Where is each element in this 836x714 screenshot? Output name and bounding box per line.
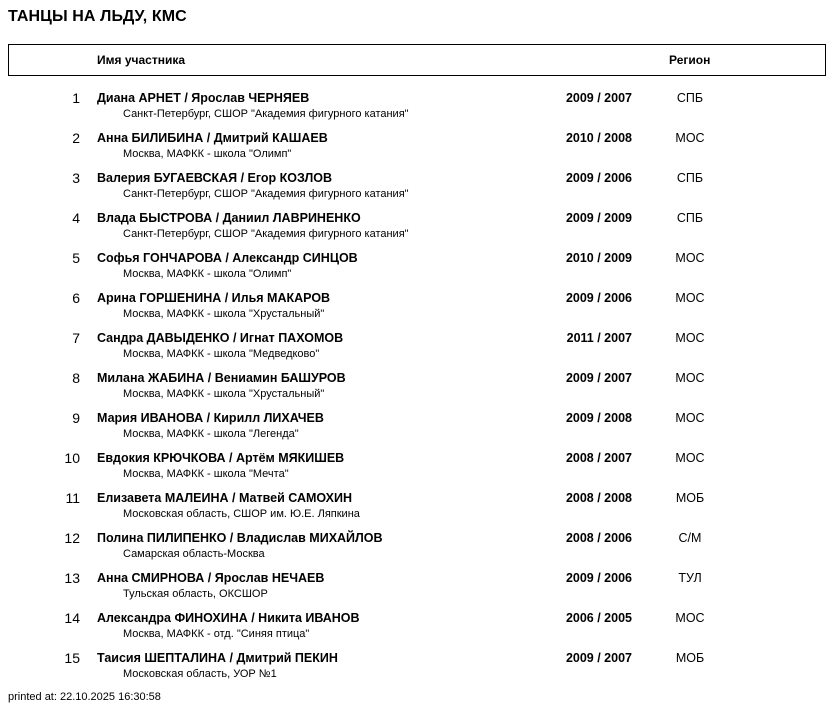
club-name: Московская область, УОР №1 <box>123 668 277 680</box>
birth-years: 2008 / 2006 <box>565 531 632 545</box>
table-row <box>0 448 836 488</box>
row-number: 15 <box>64 650 80 666</box>
pair-names: Александра ФИНОХИНА / Никита ИВАНОВ <box>97 611 360 625</box>
row-number: 9 <box>72 410 80 426</box>
club-name: Московская область, СШОР им. Ю.Е. Ляпкина <box>123 508 360 520</box>
club-name: Тульская область, ОКСШОР <box>123 588 268 600</box>
birth-years: 2009 / 2006 <box>565 171 632 185</box>
club-name: Санкт-Петербург, СШОР "Академия фигурного катания" <box>123 108 409 120</box>
region-code: СПБ <box>676 171 704 185</box>
birth-years: 2009 / 2006 <box>565 571 632 585</box>
row-number: 1 <box>72 90 80 106</box>
row-number: 4 <box>72 210 80 226</box>
club-name: Москва, МАФКК - школа "Мечта" <box>123 468 289 480</box>
table-header <box>8 44 826 76</box>
club-name: Москва, МАФКК - школа "Хрустальный" <box>123 388 325 400</box>
club-name: Москва, МАФКК - школа "Хрустальный" <box>123 308 325 320</box>
table-row <box>0 568 836 608</box>
club-name: Москва, МАФКК - школа "Легенда" <box>123 428 299 440</box>
birth-years: 2009 / 2009 <box>565 211 632 225</box>
club-name: Самарская область-Москва <box>123 548 265 560</box>
row-number: 3 <box>72 170 80 186</box>
pair-names: Полина ПИЛИПЕНКО / Владислав МИХАЙЛОВ <box>97 531 383 545</box>
pair-names: Влада БЫСТРОВА / Даниил ЛАВРИНЕНКО <box>97 211 361 225</box>
table-row <box>0 248 836 288</box>
row-number: 14 <box>64 610 80 626</box>
region-code: СПБ <box>676 91 704 105</box>
pair-names: Евдокия КРЮЧКОВА / Артём МЯКИШЕВ <box>97 451 345 465</box>
birth-years: 2008 / 2007 <box>565 451 632 465</box>
birth-years: 2009 / 2007 <box>565 371 632 385</box>
region-code: С/М <box>678 531 702 545</box>
region-code: ТУЛ <box>678 571 702 585</box>
birth-years: 2009 / 2006 <box>565 291 632 305</box>
table-row <box>0 168 836 208</box>
table-row <box>0 608 836 648</box>
row-number: 12 <box>64 530 80 546</box>
region-code: МОС <box>675 411 705 425</box>
table-row <box>0 528 836 568</box>
birth-years: 2009 / 2007 <box>565 91 632 105</box>
pair-names: Диана АРНЕТ / Ярослав ЧЕРНЯЕВ <box>97 91 310 105</box>
row-number: 7 <box>72 330 80 346</box>
region-code: МОС <box>675 131 705 145</box>
pair-names: Елизавета МАЛЕИНА / Матвей САМОХИН <box>97 491 352 505</box>
column-header-region: Регион <box>669 53 711 67</box>
row-number: 2 <box>72 130 80 146</box>
birth-years: 2009 / 2008 <box>565 411 632 425</box>
table-row <box>0 88 836 128</box>
region-code: МОБ <box>675 651 705 665</box>
pair-names: Сандра ДАВЫДЕНКО / Игнат ПАХОМОВ <box>97 331 344 345</box>
club-name: Москва, МАФКК - школа "Медведково" <box>123 348 320 360</box>
table-row <box>0 488 836 528</box>
pair-names: Анна БИЛИБИНА / Дмитрий КАШАЕВ <box>97 131 328 145</box>
participants-list <box>0 88 836 688</box>
row-number: 10 <box>64 450 80 466</box>
table-row <box>0 408 836 448</box>
table-row <box>0 648 836 688</box>
club-name: Москва, МАФКК - школа "Олимп" <box>123 268 292 280</box>
column-header-name: Имя участника <box>97 53 186 67</box>
table-row <box>0 208 836 248</box>
club-name: Санкт-Петербург, СШОР "Академия фигурного катания" <box>123 228 409 240</box>
pair-names: Мария ИВАНОВА / Кирилл ЛИХАЧЕВ <box>97 411 324 425</box>
pair-names: Арина ГОРШЕНИНА / Илья МАКАРОВ <box>97 291 331 305</box>
region-code: МОС <box>675 291 705 305</box>
region-code: СПБ <box>676 211 704 225</box>
region-code: МОС <box>675 611 705 625</box>
pair-names: Милана ЖАБИНА / Вениамин БАШУРОВ <box>97 371 346 385</box>
pair-names: Таисия ШЕПТАЛИНА / Дмитрий ПЕКИН <box>97 651 338 665</box>
region-code: МОС <box>675 451 705 465</box>
region-code: МОБ <box>675 491 705 505</box>
row-number: 5 <box>72 250 80 266</box>
row-number: 8 <box>72 370 80 386</box>
row-number: 6 <box>72 290 80 306</box>
club-name: Москва, МАФКК - отд. "Синяя птица" <box>123 628 310 640</box>
region-code: МОС <box>675 371 705 385</box>
region-code: МОС <box>675 251 705 265</box>
birth-years: 2011 / 2007 <box>566 331 632 345</box>
pair-names: Софья ГОНЧАРОВА / Александр СИНЦОВ <box>97 251 358 265</box>
birth-years: 2010 / 2009 <box>565 251 632 265</box>
pair-names: Валерия БУГАЕВСКАЯ / Егор КОЗЛОВ <box>97 171 333 185</box>
birth-years: 2006 / 2005 <box>565 611 632 625</box>
table-row <box>0 128 836 168</box>
club-name: Москва, МАФКК - школа "Олимп" <box>123 148 292 160</box>
birth-years: 2009 / 2007 <box>565 651 632 665</box>
table-row <box>0 328 836 368</box>
region-code: МОС <box>675 331 705 345</box>
table-row <box>0 368 836 408</box>
row-number: 13 <box>64 570 80 586</box>
pair-names: Анна СМИРНОВА / Ярослав НЕЧАЕВ <box>97 571 325 585</box>
birth-years: 2010 / 2008 <box>565 131 632 145</box>
page-title: ТАНЦЫ НА ЛЬДУ, КМС <box>8 8 187 25</box>
club-name: Санкт-Петербург, СШОР "Академия фигурного катания" <box>123 188 409 200</box>
birth-years: 2008 / 2008 <box>565 491 632 505</box>
printed-timestamp: printed at: 22.10.2025 16:30:58 <box>8 691 161 703</box>
table-row <box>0 288 836 328</box>
row-number: 11 <box>65 490 80 506</box>
